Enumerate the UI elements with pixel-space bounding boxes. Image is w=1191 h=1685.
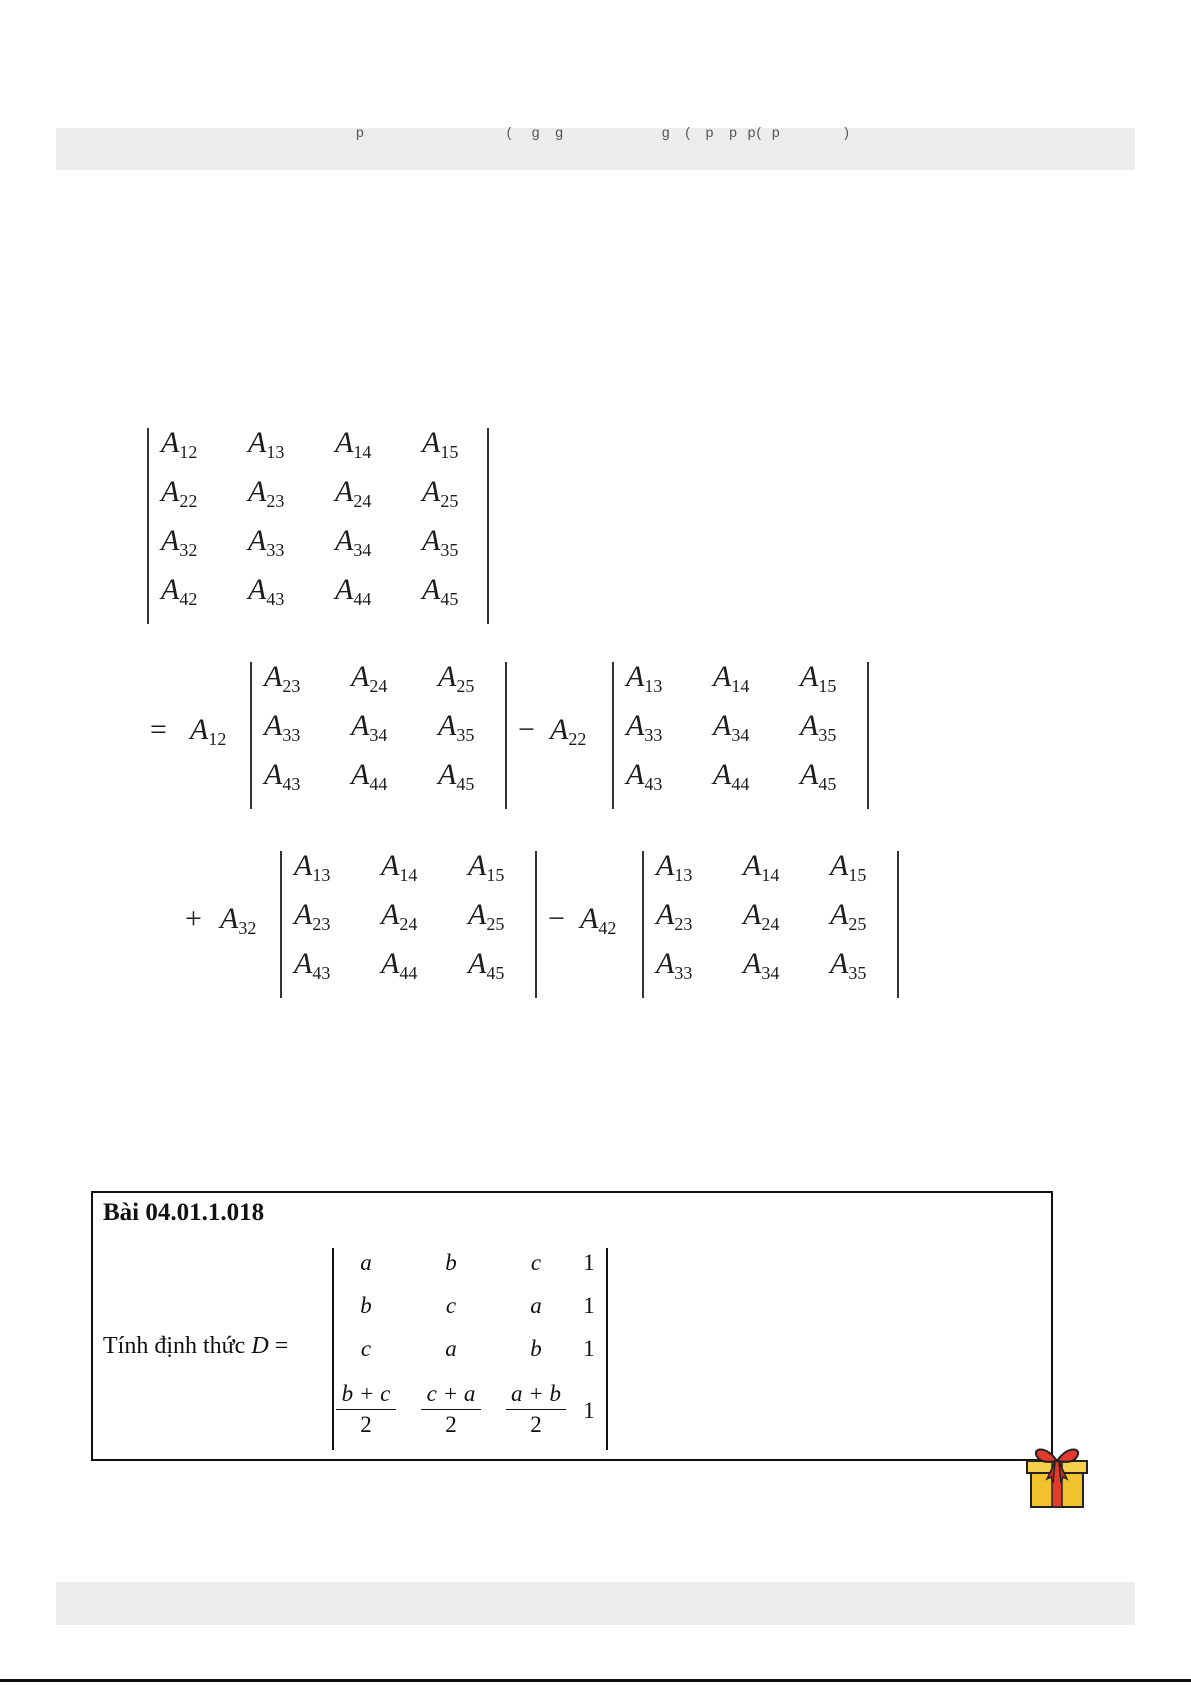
matrix-entry: $A_{34}$ [743,947,780,983]
cofactor-coefficient: $A_{32}$ [220,902,257,938]
fraction-numerator: b + c [336,1381,396,1410]
plus-sign: + [185,902,202,935]
matrix-entry: $A_{35}$ [800,709,837,745]
matrix-entry: $A_{25}$ [468,898,505,934]
matrix-entry: $A_{14}$ [743,849,780,885]
matrix-entry: $A_{43}$ [264,758,301,794]
matrix-entry: $A_{34}$ [335,524,372,560]
determinant-entry: 1 [583,1250,595,1275]
matrix-entry: $A_{44}$ [381,947,418,983]
matrix-entry: $A_{43}$ [294,947,331,983]
matrix-entry: $A_{24}$ [351,660,388,696]
fraction-numerator: c + a [421,1381,481,1410]
matrix-entry: $A_{42}$ [161,573,198,609]
header-bar [56,124,1135,170]
matrix-entry: $A_{34}$ [713,709,750,745]
matrix-entry: $A_{24}$ [381,898,418,934]
matrix-entry: $A_{35}$ [422,524,459,560]
matrix-entry: $A_{33}$ [626,709,663,745]
matrix-entry: $A_{33}$ [656,947,693,983]
determinant-entry: b [445,1250,457,1275]
matrix-entry: $A_{45}$ [422,573,459,609]
equals-sign: = [150,713,167,746]
matrix-entry: $A_{12}$ [161,426,198,462]
exercise-determinant [332,1248,608,1450]
footer-rule [0,1679,1191,1682]
matrix-entry: $A_{25}$ [830,898,867,934]
matrix-entry: $A_{43}$ [626,758,663,794]
matrix-entry: $A_{23}$ [264,660,301,696]
determinant-entry: 1 [583,1336,595,1361]
matrix-entry: $A_{14}$ [335,426,372,462]
matrix-entry: $A_{13}$ [248,426,285,462]
matrix-entry: $A_{24}$ [743,898,780,934]
exercise-prompt [103,1333,288,1360]
cofactor-coefficient: $A_{42}$ [580,902,617,938]
determinant-entry: c [360,1336,372,1361]
determinant-entry: b [530,1336,542,1361]
matrix-4x4 [147,428,489,624]
determinant-entry: 1 [583,1398,595,1423]
minus-sign: − [548,902,565,935]
exercise-box [91,1191,1053,1461]
matrix-entry: $A_{25}$ [438,660,475,696]
matrix-entry: $A_{45}$ [438,758,475,794]
matrix-entry: $A_{32}$ [161,524,198,560]
fraction-numerator: a + b [506,1381,566,1410]
matrix-entry: $A_{25}$ [422,475,459,511]
matrix-entry: $A_{43}$ [248,573,285,609]
matrix-entry: $A_{23}$ [656,898,693,934]
matrix-entry: $A_{45}$ [800,758,837,794]
matrix-entry: $A_{23}$ [294,898,331,934]
matrix-entry: $A_{23}$ [248,475,285,511]
minor-matrix [280,851,537,998]
matrix-entry: $A_{15}$ [830,849,867,885]
matrix-entry: $A_{33}$ [248,524,285,560]
matrix-entry: $A_{15}$ [800,660,837,696]
gift-icon[interactable] [1021,1439,1093,1511]
matrix-entry: $A_{44}$ [335,573,372,609]
matrix-entry: $A_{45}$ [468,947,505,983]
fraction-denominator: 2 [445,1412,457,1437]
minor-matrix [250,662,507,809]
fraction-entry [336,1381,396,1438]
determinant-entry: a [360,1250,372,1275]
exercise-title: Bài 04.01.1.018 [103,1199,265,1226]
prompt-text: Tính định thức [103,1333,246,1359]
matrix-entry: $A_{35}$ [438,709,475,745]
matrix-entry: $A_{13}$ [656,849,693,885]
fraction-denominator: 2 [360,1412,372,1437]
minor-matrix [642,851,899,998]
determinant-entry: a [530,1293,542,1318]
minor-matrix [612,662,869,809]
footer-bar [56,1582,1135,1625]
fraction-denominator: 2 [530,1412,542,1437]
matrix-entry: $A_{13}$ [626,660,663,696]
determinant-entry: c [530,1250,542,1275]
matrix-entry: $A_{13}$ [294,849,331,885]
prompt-equals: = [274,1333,289,1359]
prompt-variable: D [251,1333,269,1359]
determinant-entry: a [445,1336,457,1361]
matrix-entry: $A_{24}$ [335,475,372,511]
matrix-entry: $A_{44}$ [351,758,388,794]
fraction-entry [506,1381,566,1438]
cofactor-coefficient: $A_{12}$ [190,713,227,749]
matrix-entry: $A_{15}$ [468,849,505,885]
matrix-entry: $A_{15}$ [422,426,459,462]
minus-sign: − [518,713,535,746]
fraction-entry [421,1381,481,1438]
matrix-entry: $A_{44}$ [713,758,750,794]
clipped-header-text: p ( g g g ( p p p( p ) [356,124,850,140]
matrix-entry: $A_{35}$ [830,947,867,983]
matrix-entry: $A_{22}$ [161,475,198,511]
matrix-entry: $A_{14}$ [713,660,750,696]
cofactor-coefficient: $A_{22}$ [550,713,587,749]
determinant-entry: c [445,1293,457,1318]
matrix-entry: $A_{14}$ [381,849,418,885]
matrix-entry: $A_{33}$ [264,709,301,745]
determinant-entry: 1 [583,1293,595,1318]
matrix-entry: $A_{34}$ [351,709,388,745]
determinant-entry: b [360,1293,372,1318]
